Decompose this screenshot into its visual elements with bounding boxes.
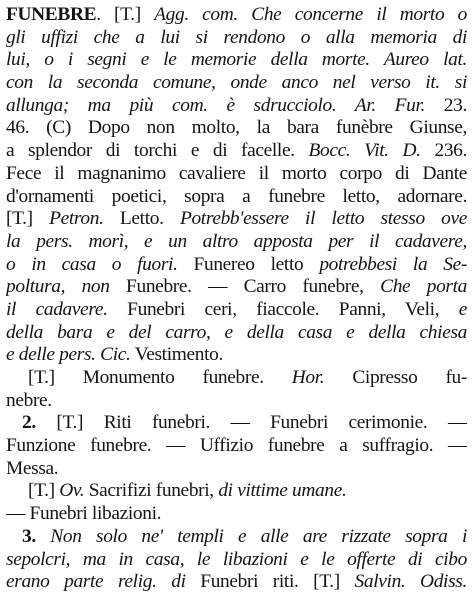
text-run: a splendor di torchi e di facelle. xyxy=(6,140,309,162)
italic-run: Ov. xyxy=(59,480,85,502)
text-line xyxy=(6,140,467,163)
italic-run: con la seconda comune, onde anco nel verso it. si xyxy=(6,72,467,94)
text-run: Funzione funebre. — Uffizio funebre a suffragio. — xyxy=(6,435,467,457)
text-run: Letto. xyxy=(103,208,180,230)
text-run: d'ornamenti poetici, sopra a funebre letto, adornare. xyxy=(6,185,467,207)
text-line xyxy=(6,254,467,277)
text-line xyxy=(6,299,467,322)
italic-run: erano parte relig. di xyxy=(6,571,186,593)
text-run: nebre. xyxy=(6,389,52,411)
text-line xyxy=(6,480,467,503)
text-run: Funereo letto xyxy=(177,253,320,275)
italic-run: o in casa o fuori. xyxy=(6,253,178,275)
headword-or-number: 3. xyxy=(22,525,36,547)
sense-2-line xyxy=(6,412,467,435)
text-line xyxy=(6,458,467,481)
headword-or-number: 2. xyxy=(22,412,36,434)
text-line xyxy=(6,49,467,72)
text-run: [T.] Monumento funebre. xyxy=(28,367,292,388)
text-line xyxy=(6,390,467,413)
italic-run: Bocc. Vit. D. xyxy=(308,140,421,162)
text-run: [T.] xyxy=(28,480,60,502)
text-run: Messa. xyxy=(6,457,59,479)
text-line xyxy=(6,344,467,367)
text-line xyxy=(6,435,467,458)
text-run: Funebre. — Carro funebre, xyxy=(109,276,381,298)
text-run: Sacrifizi funebri, xyxy=(84,480,219,502)
text-run: Funebri ceri, fiaccole. Panni, Veli, xyxy=(107,298,459,320)
text-run: 236. xyxy=(420,140,467,162)
text-line xyxy=(6,503,467,526)
italic-run: e delle pers. Cic. xyxy=(6,344,131,366)
text-run: Fece il magnanimo cavaliere il morto corpo di Dante xyxy=(6,162,467,184)
italic-run: allunga; ma più com. è sdrucciolo. Ar. Fur. xyxy=(6,94,426,116)
italic-run: la pers. morì, e un altro apposta per il cadavere, xyxy=(6,230,467,252)
text-run: [T.] xyxy=(6,208,50,230)
text-run: Cipresso fu- xyxy=(324,367,467,388)
italic-run: potrebbesi la Se- xyxy=(319,253,467,275)
italic-run: Salvin. Odiss. xyxy=(354,571,467,593)
text-line xyxy=(6,72,467,95)
text-run: Funebri riti. [T.] xyxy=(185,571,355,593)
text-run: [T.] Riti funebri. — Funebri cerimonie. — xyxy=(35,412,467,434)
italic-run: Potrebb'essere il letto stesso ove xyxy=(179,208,467,230)
text-run: . [T.] xyxy=(96,4,155,25)
italic-run: sepolcri, ma in casa, le libazioni e le offerte di cibo xyxy=(6,548,467,570)
text-line xyxy=(6,571,467,594)
text-line xyxy=(6,117,467,140)
italic-run: poltura, non xyxy=(6,276,110,298)
entry-funebre xyxy=(6,4,467,594)
italic-run: Agg. com. Che concerne il morto o xyxy=(154,4,467,25)
italic-run: Petron. xyxy=(49,208,104,230)
text-line xyxy=(6,322,467,345)
text-line xyxy=(6,163,467,186)
italic-run: lui, o i segni e le memorie della morte. Aureo lat. xyxy=(6,49,467,71)
text-line xyxy=(6,549,467,572)
text-run: 23. xyxy=(425,94,467,116)
italic-run: il cadavere. xyxy=(6,298,108,320)
text-line xyxy=(6,367,467,390)
italic-run: e xyxy=(458,298,467,320)
text-line xyxy=(6,27,467,50)
headword-or-number: FUNEBRE xyxy=(6,4,97,25)
text-run: — Funebri libazioni. xyxy=(6,503,162,525)
text-line xyxy=(6,4,467,27)
text-run: Vestimento. xyxy=(130,344,223,366)
italic-run: gli uffizi che a lui si rendono o alla memoria di xyxy=(6,26,467,48)
italic-run: di vittime umane. xyxy=(218,480,347,502)
text-line xyxy=(6,231,467,254)
sense-3-line xyxy=(6,526,467,549)
italic-run: Non solo ne' templi e alle are rizzate sopra i xyxy=(35,525,467,547)
text-line xyxy=(6,276,467,299)
text-run: 46. (C) Dopo non molto, la bara funèbre Giunse, xyxy=(6,117,467,139)
text-line xyxy=(6,186,467,209)
italic-run: Che porta xyxy=(380,276,467,298)
text-line xyxy=(6,95,467,118)
italic-run: della bara e del carro, e della casa e della chiesa xyxy=(6,321,467,343)
text-line xyxy=(6,208,467,231)
italic-run: Hor. xyxy=(291,367,325,388)
